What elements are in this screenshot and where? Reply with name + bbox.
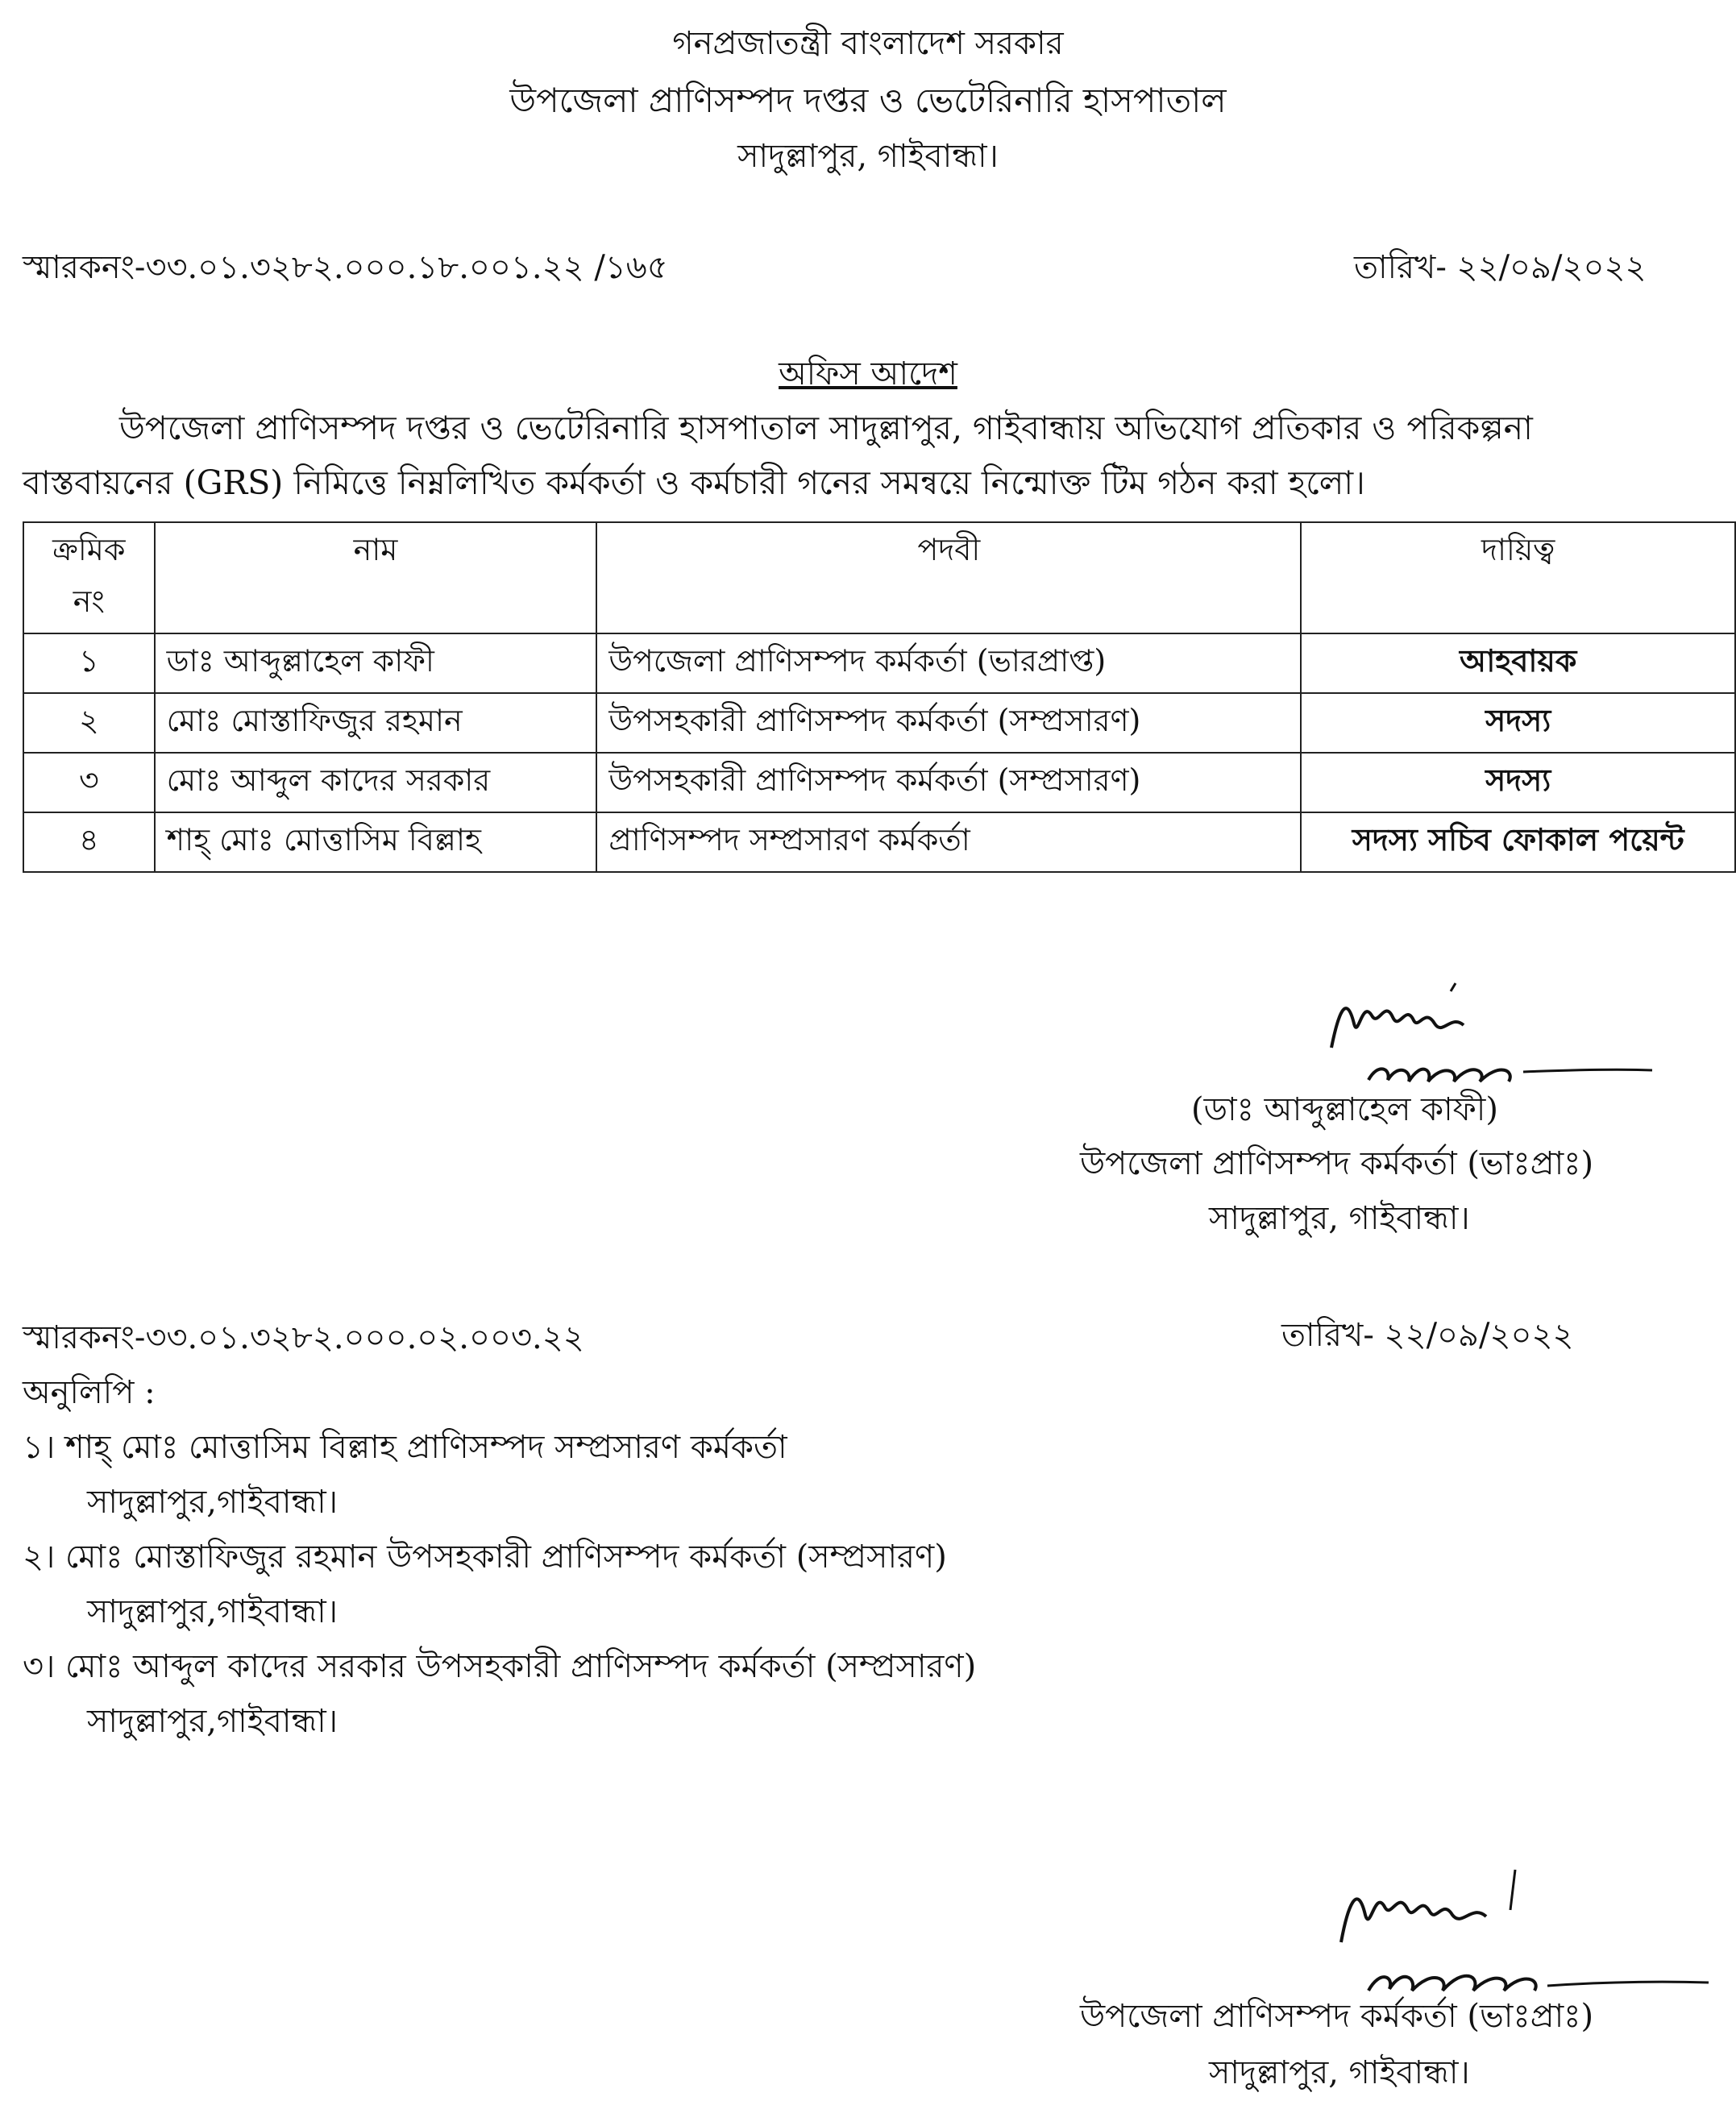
table-row (23, 633, 1735, 693)
cell-serial: ২ (23, 693, 155, 753)
table-row (23, 753, 1735, 812)
cell-designation: উপসহকারী প্রাণিসম্পদ কর্মকর্তা (সম্প্রসারণ) (596, 693, 1301, 753)
copy-item-2-place: সাদুল্লাপুর,গাইবান্ধা। (87, 1593, 338, 1630)
memo-date-2: তারিখ- ২২/০৯/২০২২ (1281, 1317, 1574, 1354)
copy-item-1: ১। শাহ্ মোঃ মোত্তাসিম বিল্লাহ প্রাণিসম্পদ সম্প্রসারণ কর্মকর্তা (23, 1429, 787, 1466)
header-role: দায়িত্ব (1301, 522, 1735, 633)
signature-1 (1322, 967, 1660, 1088)
cell-designation: উপজেলা প্রাণিসম্পদ কর্মকর্তা (ভারপ্রাপ্ত) (596, 633, 1301, 693)
memo-date-1: তারিখ- ২২/০৯/২০২২ (1354, 249, 1647, 286)
cell-name: শাহ্ মোঃ মোত্তাসিম বিল্লাহ (155, 812, 597, 872)
cell-name: মোঃ মোস্তাফিজুর রহমান (155, 693, 597, 753)
header-office: উপজেলা প্রাণিসম্পদ দপ্তর ও ভেটেরিনারি হাসপাতাল (509, 81, 1227, 120)
signature-2-place: সাদুল্লাপুর, গাইবান্ধা। (1209, 2054, 1470, 2091)
table-row (23, 693, 1735, 753)
header-location: সাদুল্লাপুর, গাইবান্ধা। (737, 138, 999, 175)
signature-2-designation: উপজেলা প্রাণিসম্পদ কর্মকর্তা (ভাঃপ্রাঃ) (1080, 1998, 1594, 2035)
header-designation: পদবী (596, 522, 1301, 633)
cell-name: ডাঃ আব্দুল্লাহেল কাফী (155, 633, 597, 693)
cell-role: সদস্য (1301, 753, 1735, 812)
cell-serial: ৩ (23, 753, 155, 812)
cell-designation: প্রাণিসম্পদ সম্প্রসারণ কর্মকর্তা (596, 812, 1301, 872)
team-table (23, 521, 1736, 873)
signature-1-designation: উপজেলা প্রাণিসম্পদ কর্মকর্তা (ভাঃপ্রাঃ) (1080, 1145, 1594, 1182)
copy-item-2: ২। মোঃ মোস্তাফিজুর রহমান উপসহকারী প্রাণিসম্পদ কর্মকর্তা (সম্প্রসারণ) (23, 1538, 947, 1576)
memo-ref-1: স্মারকনং-৩৩.০১.৩২৮২.০০০.১৮.০০১.২২ /১৬৫ (23, 249, 668, 286)
table-row (23, 812, 1735, 872)
cell-name: মোঃ আব্দুল কাদের সরকার (155, 753, 597, 812)
order-body-line2: বাস্তবায়নের (GRS) নিমিত্তে নিম্নলিখিত কর্মকর্তা ও কর্মচারী গনের সমন্বয়ে নিন্মোক্ত টিম গঠন করা হলো। (23, 463, 1365, 502)
header-name: নাম (155, 522, 597, 633)
cell-role: সদস্য সচিব ফোকাল পয়েন্ট (1301, 812, 1735, 872)
signature-1-place: সাদুল্লাপুর, গাইবান্ধা। (1209, 1200, 1470, 1237)
copy-item-3-place: সাদুল্লাপুর,গাইবান্ধা। (87, 1703, 338, 1740)
cell-role: সদস্য (1301, 693, 1735, 753)
signature-1-name: (ডাঃ আব্দুল্লাহেল কাফী) (1191, 1091, 1498, 1128)
signature-2 (1330, 1854, 1717, 1999)
header-govt: গনপ্রজাতন্ত্রী বাংলাদেশ সরকার (672, 25, 1064, 62)
cell-serial: ১ (23, 633, 155, 693)
cell-serial: ৪ (23, 812, 155, 872)
order-body-line1: উপজেলা প্রাণিসম্পদ দপ্তর ও ভেটেরিনারি হাসপাতাল সাদুল্লাপুর, গাইবান্ধায় অভিযোগ প্রতিকার ও পরিকল্পনা (119, 409, 1533, 447)
memo-ref-2: স্মারকনং-৩৩.০১.৩২৮২.০০০.০২.০০৩.২২ (23, 1319, 584, 1356)
copy-item-3: ৩। মোঃ আব্দুল কাদের সরকার উপসহকারী প্রাণিসম্পদ কর্মকর্তা (সম্প্রসারণ) (23, 1648, 977, 1685)
cell-designation: উপসহকারী প্রাণিসম্পদ কর্মকর্তা (সম্প্রসারণ) (596, 753, 1301, 812)
copies-title: অনুলিপি : (23, 1374, 156, 1411)
cell-role: আহবায়ক (1301, 633, 1735, 693)
order-title: অফিস আদেশ (779, 355, 957, 392)
header-serial: ক্রমিক নং (23, 522, 155, 633)
copy-item-1-place: সাদুল্লাপুর,গাইবান্ধা। (87, 1484, 338, 1521)
table-header-row (23, 522, 1735, 633)
